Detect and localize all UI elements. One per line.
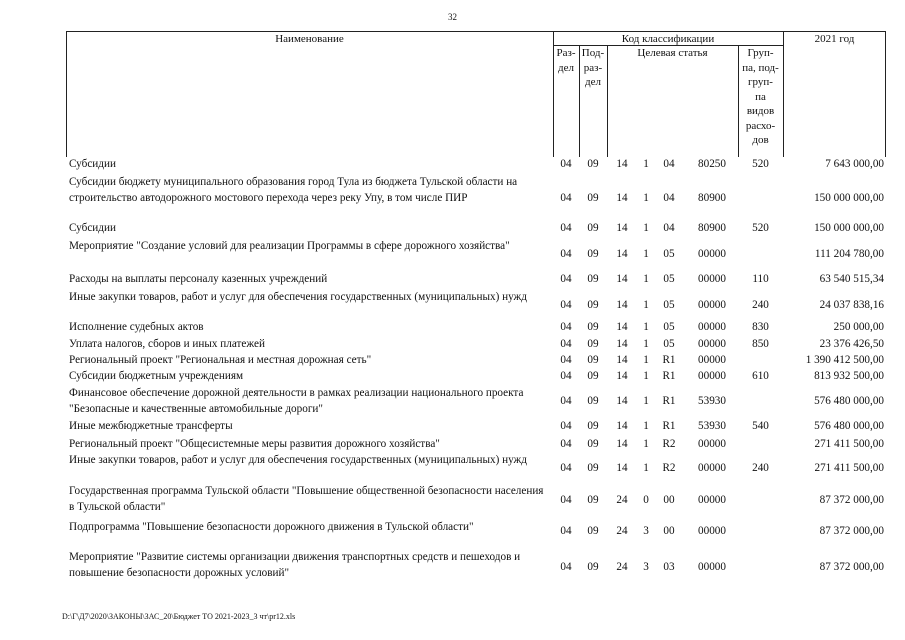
row-name: Субсидии бюджетным учреждениям [69, 370, 244, 382]
cell-cs3: R1 [662, 394, 676, 407]
cell-cs1: 24 [616, 560, 628, 573]
cell-amount: 87 372 000,00 [819, 560, 884, 573]
header-podrazdel-line: раз- [583, 61, 603, 74]
cell-cs3: 04 [663, 221, 675, 234]
cell-pr: 09 [587, 247, 599, 260]
cell-cs4: 00000 [698, 320, 726, 333]
table-row [66, 221, 886, 237]
cell-cs3: 04 [663, 191, 675, 204]
row-name: Подпрограмма "Повышение безопасности дорожного движения в Тульской области" [69, 521, 474, 533]
table-row [66, 419, 886, 435]
cell-cs4: 80900 [698, 191, 726, 204]
cell-pr: 09 [587, 394, 599, 407]
cell-rz: 04 [560, 247, 572, 260]
row-name: Расходы на выплаты персоналу казенных учреждений [69, 273, 328, 285]
table-header [66, 31, 886, 157]
header-group-line: па [755, 90, 766, 103]
cell-amount: 271 411 500,00 [814, 437, 884, 450]
cell-cs4: 00000 [698, 461, 726, 474]
cell-rz: 04 [560, 320, 572, 333]
cell-cs2: 1 [643, 353, 649, 366]
cell-cs1: 14 [616, 191, 628, 204]
header-group-line: расхо- [745, 119, 776, 132]
cell-cs4: 00000 [698, 353, 726, 366]
header-classification: Код классификации [621, 33, 715, 45]
cell-pr: 09 [587, 437, 599, 450]
table-row [66, 337, 886, 353]
header-group-line: па, под- [742, 61, 779, 74]
cell-pr: 09 [587, 298, 599, 311]
cell-pr: 09 [587, 493, 599, 506]
cell-amount: 87 372 000,00 [819, 493, 884, 506]
cell-pr: 09 [587, 221, 599, 234]
cell-rz: 04 [560, 437, 572, 450]
cell-amount: 150 000 000,00 [814, 191, 884, 204]
cell-cs1: 14 [616, 298, 628, 311]
table-row [66, 550, 886, 586]
cell-cs2: 1 [643, 337, 649, 350]
cell-cs3: 05 [663, 247, 675, 260]
row-name: Субсидии [69, 222, 116, 234]
cell-cs4: 00000 [698, 493, 726, 506]
cell-cs3: 05 [663, 298, 675, 311]
cell-cs1: 14 [616, 461, 628, 474]
cell-pr: 09 [587, 524, 599, 537]
cell-cs1: 24 [616, 524, 628, 537]
cell-rz: 04 [560, 461, 572, 474]
table-row [66, 239, 886, 271]
cell-cs4: 00000 [698, 369, 726, 382]
row-name: Финансовое обеспечение дорожной деятельности в рамках реализации национального проекта "Безопасные и качественные автомобильные дороги" [69, 387, 524, 415]
cell-cs2: 1 [643, 298, 649, 311]
cell-rz: 04 [560, 191, 572, 204]
table-row [66, 386, 886, 418]
cell-rz: 04 [560, 419, 572, 432]
cell-amount: 250 000,00 [833, 320, 884, 333]
cell-rz: 04 [560, 157, 572, 170]
cell-cs1: 14 [616, 320, 628, 333]
cell-vr: 240 [752, 298, 769, 311]
cell-cs1: 14 [616, 394, 628, 407]
cell-cs4: 00000 [698, 560, 726, 573]
header-razdel [553, 46, 579, 75]
cell-cs4: 53930 [698, 419, 726, 432]
cell-amount: 150 000 000,00 [814, 221, 884, 234]
cell-vr: 850 [752, 337, 769, 350]
cell-cs3: R1 [662, 369, 676, 382]
cell-cs2: 1 [643, 369, 649, 382]
cell-vr: 540 [752, 419, 769, 432]
cell-cs3: R2 [662, 461, 676, 474]
table-row [66, 320, 886, 336]
cell-cs3: R1 [662, 419, 676, 432]
cell-cs2: 3 [643, 524, 649, 537]
cell-cs3: 05 [663, 320, 675, 333]
cell-cs1: 14 [616, 272, 628, 285]
header-year: 2021 год [814, 33, 855, 45]
cell-pr: 09 [587, 272, 599, 285]
file-path: D:\Г\Д7\2020\ЗАКОНЫ\ЗАС_20\Бюджет ТО 2021-2023_3 чт\pr12.xls [62, 612, 296, 621]
header-group-line: груп- [748, 76, 773, 88]
header-group-line: Груп- [747, 47, 774, 59]
table-row [66, 520, 886, 544]
cell-cs2: 1 [643, 461, 649, 474]
cell-cs3: 04 [663, 157, 675, 170]
cell-pr: 09 [587, 337, 599, 350]
header-razdel-line: Раз- [556, 47, 576, 59]
cell-vr: 110 [752, 272, 769, 285]
cell-cs4: 00000 [698, 298, 726, 311]
header-group [738, 46, 783, 148]
cell-cs3: 03 [663, 560, 675, 573]
table-row [66, 437, 886, 453]
row-name: Государственная программа Тульской области "Повышение общественной безопасности населения в Тульской области" [69, 485, 544, 513]
header-podrazdel-line: Под- [581, 47, 605, 59]
cell-amount: 813 932 500,00 [814, 369, 884, 382]
cell-pr: 09 [587, 461, 599, 474]
cell-cs4: 80250 [698, 157, 726, 170]
cell-rz: 04 [560, 493, 572, 506]
cell-rz: 04 [560, 369, 572, 382]
cell-cs2: 1 [643, 320, 649, 333]
row-name: Мероприятие "Создание условий для реализации Программы в сфере дорожного хозяйства" [69, 240, 510, 252]
cell-amount: 271 411 500,00 [814, 461, 884, 474]
cell-cs4: 00000 [698, 272, 726, 285]
cell-cs1: 14 [616, 437, 628, 450]
cell-pr: 09 [587, 560, 599, 573]
header-name: Наименование [275, 33, 344, 45]
cell-amount: 24 037 838,16 [819, 298, 884, 311]
cell-cs2: 1 [643, 221, 649, 234]
cell-cs2: 0 [643, 493, 649, 506]
row-name: Субсидии [69, 158, 116, 170]
cell-cs3: 05 [663, 337, 675, 350]
cell-cs2: 1 [643, 419, 649, 432]
cell-rz: 04 [560, 353, 572, 366]
cell-amount: 1 390 412 500,00 [805, 353, 884, 366]
header-target-article: Целевая статья [637, 47, 708, 59]
cell-cs4: 00000 [698, 247, 726, 260]
row-name: Исполнение судебных актов [69, 321, 204, 333]
table-row [66, 272, 886, 288]
table-row [66, 484, 886, 518]
cell-cs2: 1 [643, 191, 649, 204]
cell-vr: 240 [752, 461, 769, 474]
page-number: 32 [448, 12, 457, 22]
row-name: Иные закупки товаров, работ и услуг для обеспечения государственных (муниципальных) нужд [69, 291, 527, 303]
row-name: Мероприятие "Развитие системы организации движения транспортных средств и пешеходов и повышение безопасности дорожных условий" [69, 551, 521, 579]
table-row [66, 453, 886, 485]
cell-cs1: 14 [616, 337, 628, 350]
cell-rz: 04 [560, 524, 572, 537]
cell-pr: 09 [587, 353, 599, 366]
cell-cs1: 14 [616, 419, 628, 432]
cell-cs3: R2 [662, 437, 676, 450]
cell-rz: 04 [560, 298, 572, 311]
cell-amount: 7 643 000,00 [825, 157, 884, 170]
row-name: Уплата налогов, сборов и иных платежей [69, 338, 265, 350]
cell-rz: 04 [560, 560, 572, 573]
cell-pr: 09 [587, 320, 599, 333]
cell-amount: 576 480 000,00 [814, 419, 884, 432]
cell-pr: 09 [587, 157, 599, 170]
header-group-line: дов [752, 134, 769, 146]
cell-vr: 520 [752, 221, 769, 234]
table-row [66, 353, 886, 369]
table-row [66, 290, 886, 322]
header-razdel-line: дел [558, 61, 574, 74]
cell-cs4: 53930 [698, 394, 726, 407]
cell-cs3: 00 [663, 493, 675, 506]
cell-rz: 04 [560, 272, 572, 285]
cell-cs4: 80900 [698, 221, 726, 234]
cell-vr: 830 [752, 320, 769, 333]
cell-pr: 09 [587, 369, 599, 382]
cell-pr: 09 [587, 419, 599, 432]
header-podrazdel-line: дел [585, 76, 601, 88]
cell-amount: 576 480 000,00 [814, 394, 884, 407]
row-name: Иные закупки товаров, работ и услуг для обеспечения государственных (муниципальных) нужд [69, 454, 527, 466]
cell-amount: 87 372 000,00 [819, 524, 884, 537]
cell-cs3: R1 [662, 353, 676, 366]
cell-cs2: 3 [643, 560, 649, 573]
row-name: Субсидии бюджету муниципального образования город Тула из бюджета Тульской области на строительство автодорожного мостового перехода через реку Упу, в том числе ПИР [69, 176, 518, 204]
cell-cs2: 1 [643, 157, 649, 170]
cell-cs2: 1 [643, 394, 649, 407]
table-row [66, 157, 886, 173]
cell-cs1: 24 [616, 493, 628, 506]
cell-rz: 04 [560, 337, 572, 350]
cell-cs3: 05 [663, 272, 675, 285]
cell-amount: 63 540 515,34 [819, 272, 884, 285]
cell-cs2: 1 [643, 272, 649, 285]
cell-rz: 04 [560, 394, 572, 407]
table-row [66, 369, 886, 385]
cell-cs2: 1 [643, 247, 649, 260]
cell-vr: 610 [752, 369, 769, 382]
header-group-line: видов [746, 105, 775, 117]
row-name: Иные межбюджетные трансферты [69, 420, 233, 432]
cell-cs3: 00 [663, 524, 675, 537]
cell-cs4: 00000 [698, 524, 726, 537]
row-name: Региональный проект "Региональная и местная дорожная сеть" [69, 354, 372, 366]
cell-cs1: 14 [616, 369, 628, 382]
cell-vr: 520 [752, 157, 769, 170]
table-row [66, 175, 886, 223]
cell-cs1: 14 [616, 247, 628, 260]
cell-amount: 111 204 780,00 [814, 247, 884, 260]
cell-cs4: 00000 [698, 337, 726, 350]
cell-cs4: 00000 [698, 437, 726, 450]
cell-cs1: 14 [616, 157, 628, 170]
cell-cs2: 1 [643, 437, 649, 450]
cell-cs1: 14 [616, 221, 628, 234]
row-name: Региональный проект "Общесистемные меры развития дорожного хозяйства" [69, 438, 440, 450]
cell-cs1: 14 [616, 353, 628, 366]
cell-amount: 23 376 426,50 [819, 337, 884, 350]
cell-rz: 04 [560, 221, 572, 234]
header-podrazdel [579, 46, 607, 90]
cell-pr: 09 [587, 191, 599, 204]
